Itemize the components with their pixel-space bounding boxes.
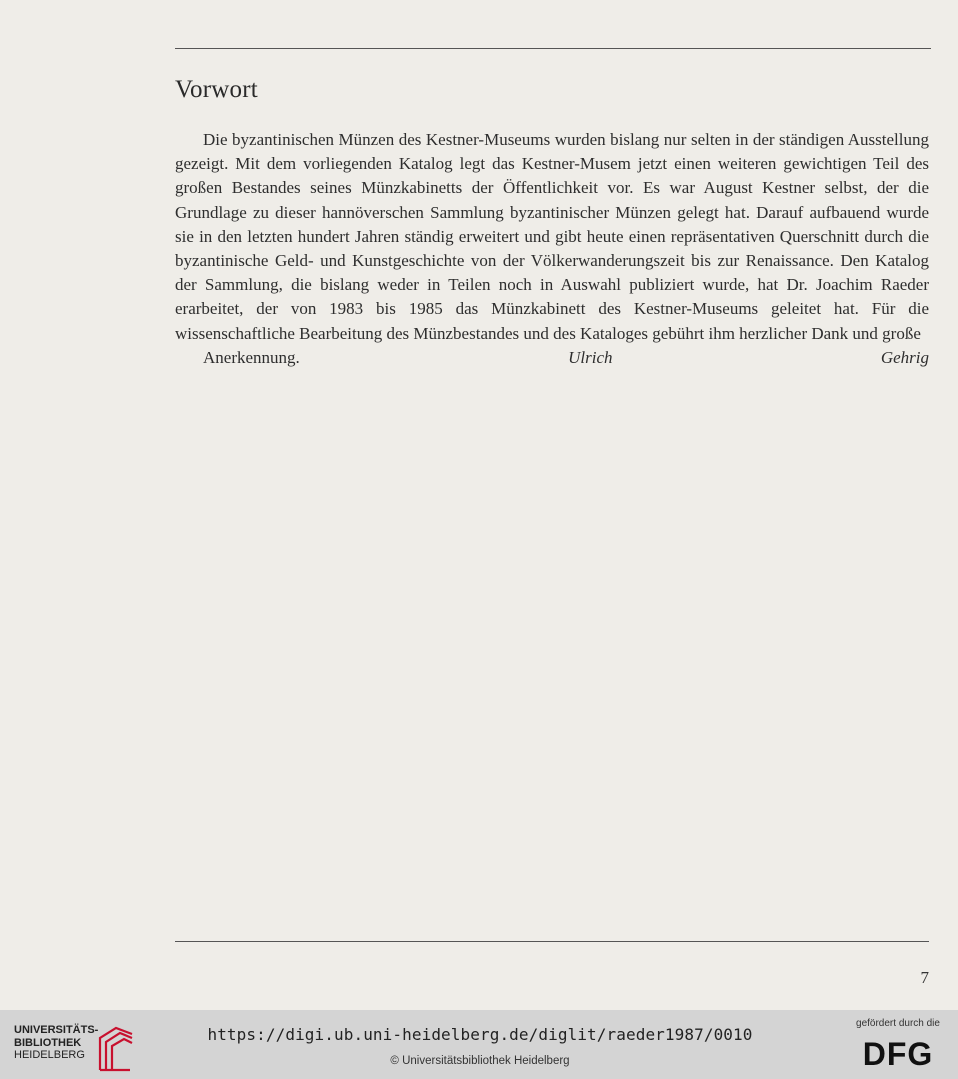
funder-logo[interactable] xyxy=(850,1018,946,1076)
library-name-line1: UNIVERSITÄTS- xyxy=(14,1024,99,1036)
library-mark-icon xyxy=(96,1024,136,1072)
library-name xyxy=(14,1024,98,1062)
dfg-logo-icon: DFG xyxy=(862,1036,934,1072)
library-name-line2: BIBLIOTHEK xyxy=(14,1036,82,1049)
page-title: Vorwort xyxy=(175,76,258,103)
page-number: 7 xyxy=(920,968,929,987)
closing-word: Anerkennung. xyxy=(203,347,300,367)
funder-label: gefördert durch die xyxy=(856,1018,940,1029)
bottom-rule xyxy=(175,941,929,942)
copyright-notice: © Universitätsbibliothek Heidelberg xyxy=(390,1055,570,1067)
foreword-text: Die byzantinischen Münzen des Kestner-Museums wurden bislang nur selten in der ständigen Ausstellung gezeigt. Mit dem vorliegenden Katalog legt das Kestner-Musem jetzt einen weiteren gewichtigen Teil des großen Bestandes seines Münzkabinetts der Öffentlichkeit vor. Es war August Kestner selbst, der die Grundlage zu dieser hannöverschen Sammlung byzantinischer Münzen gelegt hat. Darauf aufbauend wurde sie in den letzten hundert Jahren ständig erweitert und gibt heute einen repräsentativen Querschnitt durch die byzantinische Geld- und Kunstgeschichte von der Völkerwanderungszeit bis zur Renaissance. Den Katalog der Sammlung, die bislang weder in Teilen noch in Auswahl publiziert wurde, hat Dr. Joachim Raeder erarbeitet, der von 1983 bis 1985 das Münzkabinett des Kestner-Museums geleitet hat. Für die wissenschaftliche Bearbeitung des Münzbestandes und des Kataloges gebührt ihm herzlicher Dank und große xyxy=(175,130,929,343)
library-name-line3: HEIDELBERG xyxy=(14,1049,85,1061)
permalink-url[interactable]: https://digi.ub.uni-heidelberg.de/diglit/raeder1987/0010 xyxy=(207,1025,753,1044)
author-signature: Ulrich Gehrig xyxy=(568,347,930,367)
top-rule xyxy=(175,48,931,49)
viewer-footer xyxy=(0,1010,958,1079)
closing-line xyxy=(175,346,929,370)
library-logo[interactable] xyxy=(14,1024,144,1072)
foreword-paragraph xyxy=(175,128,929,370)
